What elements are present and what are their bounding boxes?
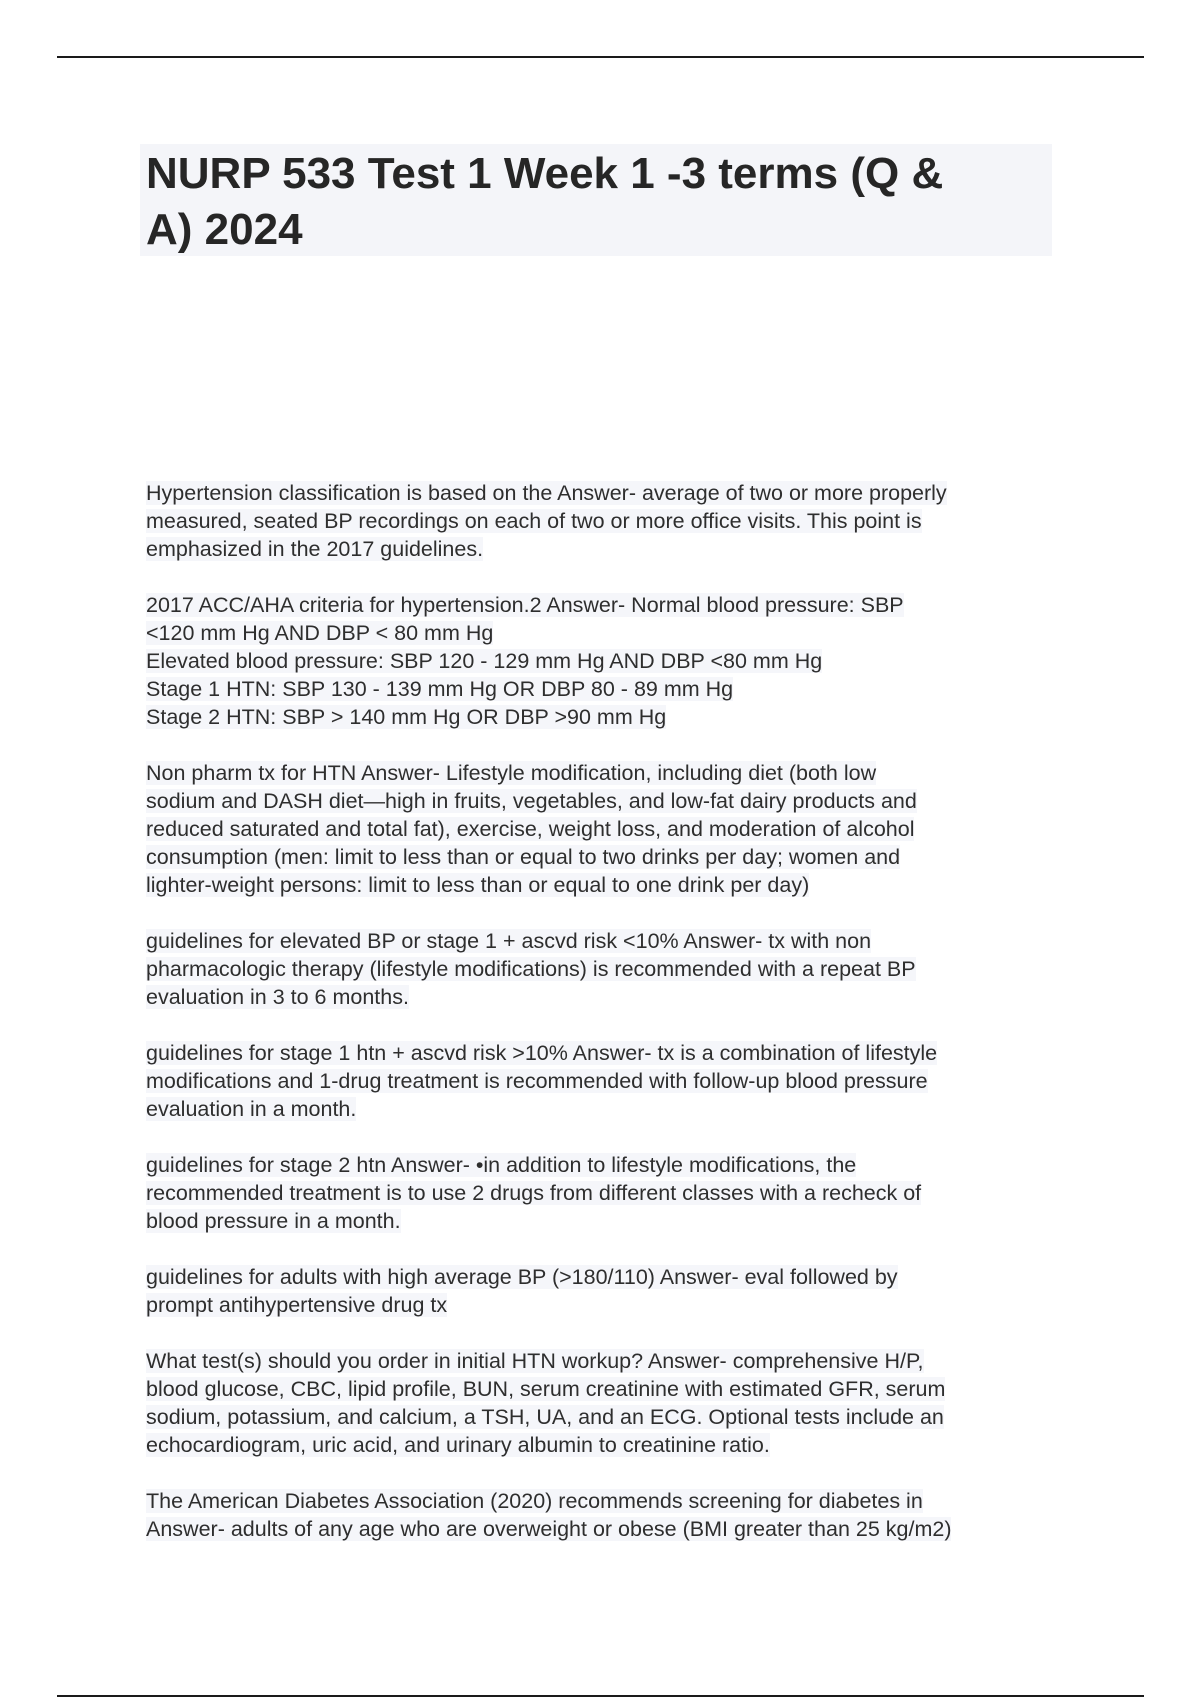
qa-line: guidelines for elevated BP or stage 1 + ascvd risk <10% Answer- tx with non: [146, 929, 872, 953]
qa-line: The American Diabetes Association (2020) recommends screening for diabetes in: [146, 1489, 923, 1513]
document-title: [146, 146, 1046, 258]
qa-line: guidelines for adults with high average BP (>180/110) Answer- eval followed by: [146, 1265, 898, 1289]
qa-line: guidelines for stage 2 htn Answer- •in addition to lifestyle modifications, the: [146, 1153, 857, 1177]
qa-line: modifications and 1-drug treatment is recommended with follow-up blood pressure: [146, 1069, 928, 1093]
qa-text: [146, 1487, 1066, 1543]
qa-line: emphasized in the 2017 guidelines.: [146, 537, 484, 561]
qa-line: sodium, potassium, and calcium, a TSH, UA, and an ECG. Optional tests include an: [146, 1405, 944, 1429]
qa-text: [146, 927, 1066, 1011]
qa-line: consumption (men: limit to less than or equal to two drinks per day; women and: [146, 845, 901, 869]
qa-text: [146, 1263, 1066, 1319]
qa-text: [146, 1151, 1066, 1235]
qa-item: [146, 1039, 1066, 1123]
qa-line: measured, seated BP recordings on each of two or more office visits. This point is: [146, 509, 922, 533]
qa-item: [146, 591, 1066, 731]
qa-line: prompt antihypertensive drug tx: [146, 1293, 448, 1317]
qa-item: [146, 1347, 1066, 1459]
qa-line: Hypertension classification is based on the Answer- average of two or more properly: [146, 481, 947, 505]
qa-line: Non pharm tx for HTN Answer- Lifestyle modification, including diet (both low: [146, 761, 877, 785]
qa-line: evaluation in a month.: [146, 1097, 357, 1121]
qa-line: Stage 2 HTN: SBP > 140 mm Hg OR DBP >90 mm Hg: [146, 705, 667, 729]
qa-line: sodium and DASH diet—high in fruits, vegetables, and low-fat dairy products and: [146, 789, 917, 813]
qa-line: echocardiogram, uric acid, and urinary albumin to creatinine ratio.: [146, 1433, 770, 1457]
bottom-divider: [57, 1695, 1144, 1697]
qa-item: [146, 927, 1066, 1011]
document-title-line-1: NURP 533 Test 1 Week 1 -3 terms (Q &: [146, 149, 944, 198]
qa-text: [146, 591, 1066, 731]
qa-line: recommended treatment is to use 2 drugs from different classes with a recheck of: [146, 1181, 922, 1205]
qa-text: [146, 1039, 1066, 1123]
qa-item: [146, 1151, 1066, 1235]
qa-item: [146, 759, 1066, 899]
qa-line: What test(s) should you order in initial HTN workup? Answer- comprehensive H/P,: [146, 1349, 924, 1373]
qa-item: [146, 1487, 1066, 1543]
qa-item: [146, 479, 1066, 563]
document-title-line-2: A) 2024: [146, 205, 303, 254]
qa-line: <120 mm Hg AND DBP < 80 mm Hg: [146, 621, 494, 645]
qa-text: [146, 1347, 1066, 1459]
qa-line: guidelines for stage 1 htn + ascvd risk >10% Answer- tx is a combination of lifestyle: [146, 1041, 938, 1065]
qa-line: blood pressure in a month.: [146, 1209, 401, 1233]
qa-line: blood glucose, CBC, lipid profile, BUN, serum creatinine with estimated GFR, serum: [146, 1377, 946, 1401]
qa-line: Elevated blood pressure: SBP 120 - 129 mm Hg AND DBP <80 mm Hg: [146, 649, 823, 673]
qa-line: Answer- adults of any age who are overweight or obese (BMI greater than 25 kg/m2): [146, 1517, 952, 1541]
qa-text: [146, 759, 1066, 899]
top-divider: [57, 56, 1144, 58]
qa-line: 2017 ACC/AHA criteria for hypertension.2 Answer- Normal blood pressure: SBP: [146, 593, 904, 617]
qa-list: [146, 479, 1066, 1571]
qa-text: [146, 479, 1066, 563]
qa-line: lighter-weight persons: limit to less than or equal to one drink per day): [146, 873, 810, 897]
qa-line: Stage 1 HTN: SBP 130 - 139 mm Hg OR DBP 80 - 89 mm Hg: [146, 677, 734, 701]
qa-line: reduced saturated and total fat), exercise, weight loss, and moderation of alcohol: [146, 817, 915, 841]
qa-item: [146, 1263, 1066, 1319]
qa-line: evaluation in 3 to 6 months.: [146, 985, 409, 1009]
qa-line: pharmacologic therapy (lifestyle modifications) is recommended with a repeat BP: [146, 957, 916, 981]
